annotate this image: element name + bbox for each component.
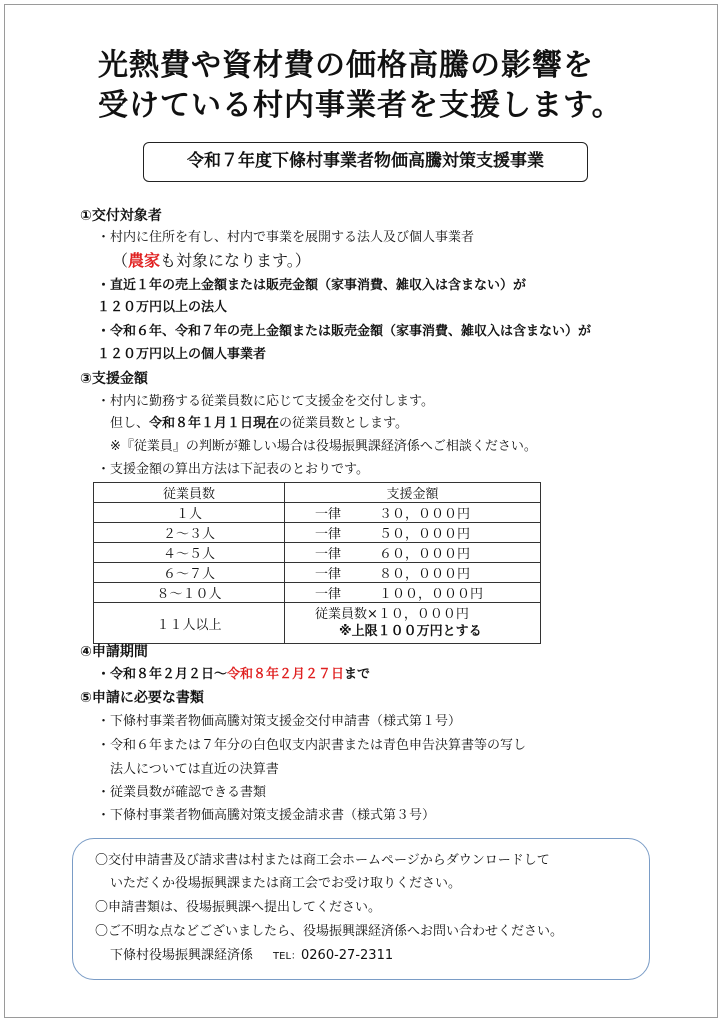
application-period [97,665,370,685]
table-row [94,563,541,583]
amount-line-2-pre: 但し、 [110,416,150,431]
program-name-box: 令和７年度下條村事業者物価高騰対策支援事業 [143,142,588,182]
amount-line-2-post: の従業員数とします。 [279,416,408,431]
section-period-heading: ④申請期間 [80,644,148,660]
employee-count: ２～３人 [94,523,285,543]
employee-count: ６～７人 [94,563,285,583]
table-row [94,603,541,644]
eligibility-bullet-3: ・令和６年、令和７年の売上金額または販売金額（家事消費、雑収入は含まない）が [97,324,592,339]
amount-value: ５０，０００円 [379,527,471,542]
amount-formula: 従業員数×１０，０００円 [315,607,469,622]
phone-number: 0260-27-2311 [301,948,394,963]
reference-date: 令和８年１月１日現在 [149,416,280,431]
document-item-2-cont: 法人については直近の決算書 [110,762,279,777]
document-item-3: ・従業員数が確認できる書類 [97,785,267,800]
document-item-2: ・令和６年または７年分の白色収支内訳書または青色申告決算書等の写し [97,738,527,753]
amount-line-4: ・支援金額の算出方法は下記表のとおりです。 [97,462,369,477]
flat-rate-label: 一律 [315,587,342,602]
table-row [94,523,541,543]
amount-cap: ※上限１００万円とする [339,624,482,639]
title-line-2: 受けている村内事業者を支援します。 [98,88,623,123]
title-line-1: 光熱費や資材費の価格高騰の影響を [98,48,594,83]
employee-count: ４～５人 [94,543,285,563]
period-start: ・令和８年２月２日～ [97,667,228,682]
flat-rate-label: 一律 [315,527,342,542]
contact-info [110,946,393,967]
support-amount [285,503,541,523]
support-amount [285,563,541,583]
support-amount-table [93,482,541,644]
section-documents-heading: ⑤申請に必要な書類 [80,690,204,706]
amount-line-2 [110,414,408,434]
note-download: 〇交付申請書及び請求書は村または商工会ホームページからダウンロードして [95,853,550,868]
table-row [94,583,541,603]
header-employee-count: 従業員数 [94,483,285,503]
employee-count: １人 [94,503,285,523]
support-amount [285,603,541,644]
support-amount [285,543,541,563]
support-amount [285,583,541,603]
eligibility-bullet-3-cont: １２０万円以上の個人事業者 [97,347,267,362]
flat-rate-label: 一律 [315,547,342,562]
amount-value: ８０，０００円 [379,567,471,582]
flat-rate-label: 一律 [315,567,342,582]
contact-department: 下條村役場振興課経済係 [110,948,254,963]
eligibility-bullet-2: ・直近１年の売上金額または販売金額（家事消費、雑収入は含まない）が [97,278,527,293]
support-amount [285,523,541,543]
note-inquiry: 〇ご不明な点などございましたら、役場振興課経済係へお問い合わせください。 [95,924,564,939]
period-suffix: まで [344,667,371,682]
amount-note: ※『従業員』の判断が難しい場合は役場振興課経済係へご相談ください。 [110,439,537,454]
section-eligibility-heading: ①交付対象者 [80,208,162,224]
table-row [94,503,541,523]
amount-line-1: ・村内に勤務する従業員数に応じて支援金を交付します。 [97,394,434,409]
note-submit: 〇申請書類は、役場振興課へ提出してください。 [95,900,382,915]
eligibility-bullet-1: ・村内に住所を有し、村内で事業を展開する法人及び個人事業者 [97,230,475,245]
document-item-4: ・下條村事業者物価高騰対策支援金請求書（様式第３号） [97,808,436,823]
note-download-cont: いただくか役場振興課または商工会でお受け取りください。 [110,876,462,891]
amount-value: １００，０００円 [379,587,484,602]
flat-rate-label: 一律 [315,507,342,522]
employee-count: ８～１０人 [94,583,285,603]
amount-value: ３０，０００円 [379,507,471,522]
employee-count: １１人以上 [94,603,285,644]
section-amount-heading: ③支援金額 [80,371,148,387]
document-item-1: ・下條村事業者物価高騰対策支援金交付申請書（様式第１号） [97,714,462,729]
header-support-amount: 支援金額 [285,483,541,503]
farmer-note-rest: も対象になります。） [160,251,311,270]
table-header-row [94,483,541,503]
eligibility-farmer-note [112,250,311,272]
paren-open: （ [112,251,129,270]
period-deadline: 令和８年２月２７日 [227,667,345,682]
page-title [98,46,658,126]
eligibility-bullet-2-cont: １２０万円以上の法人 [97,300,228,315]
table-row [94,543,541,563]
tel-label: TEL： [273,951,302,962]
amount-value: ６０，０００円 [379,547,471,562]
farmer-emphasis: 農家 [128,251,161,270]
